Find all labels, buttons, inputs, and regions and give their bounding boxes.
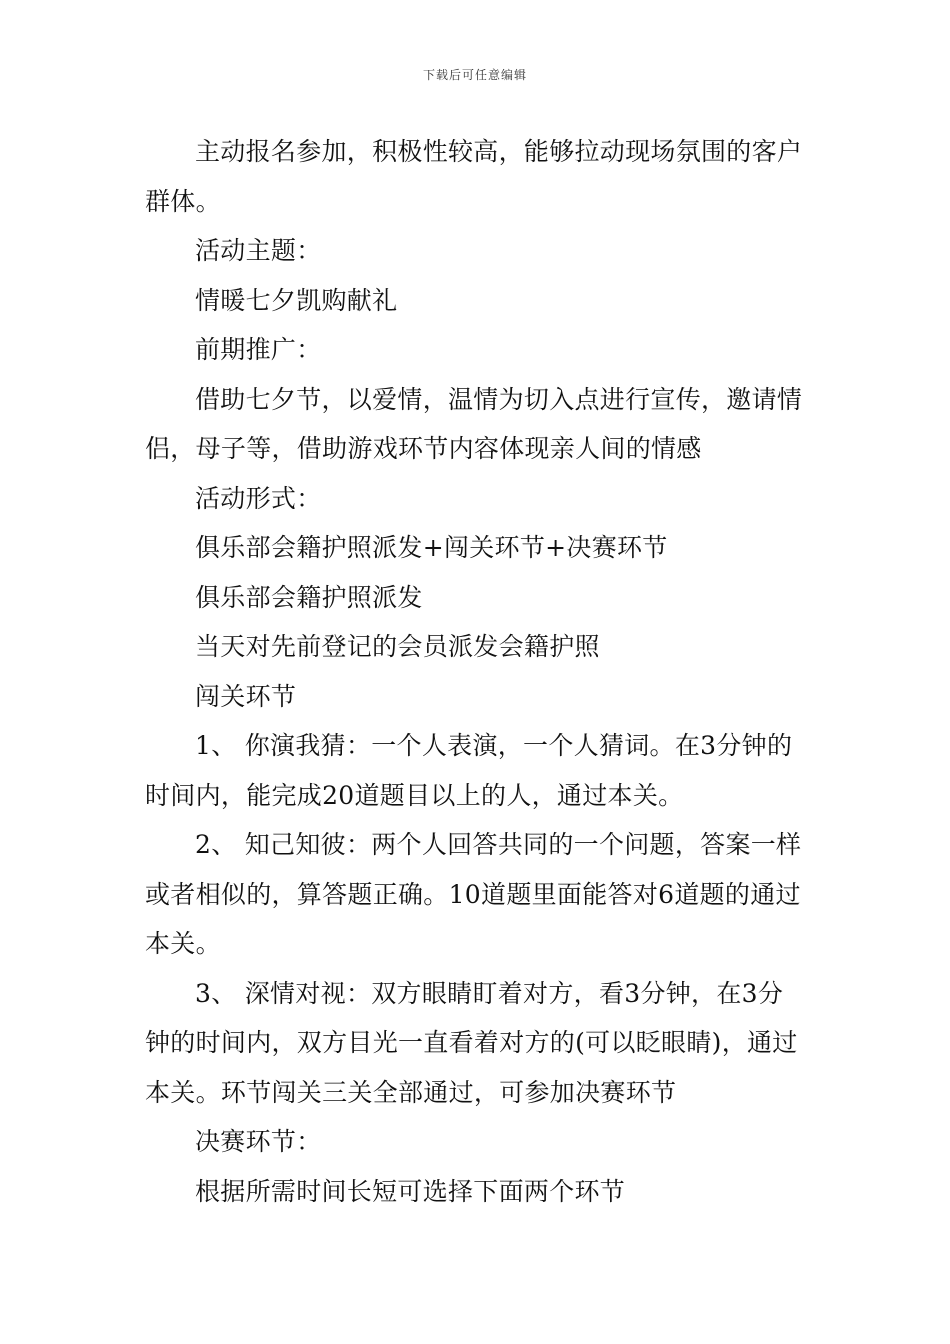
paragraph-level-1: 1、 你演我猜：一个人表演，一个人猜词。在3分钟的时间内，能完成20道题目以上的人，通过本关。 [145, 731, 793, 810]
paragraph-promotion: 借助七夕节，以爱情，温情为切入点进行宣传，邀请情侣，母子等，借助游戏环节内容体现亲人间的情感 [145, 384, 803, 463]
paragraph-promotion-heading: 前期推广： [195, 335, 322, 364]
paragraph-passport: 当天对先前登记的会员派发会籍护照 [195, 632, 600, 661]
paragraph-passport-heading: 俱乐部会籍护照派发 [195, 582, 423, 612]
paragraph-levels-heading: 闯关环节 [195, 681, 297, 711]
paragraph-level-2: 2、 知己知彼：两个人回答共同的一个问题，答案一样或者相似的，算答题正确。10道题里面能答对6道题的通过本关。 [145, 830, 802, 958]
paragraph-theme: 情暖七夕凯购献礼 [195, 285, 398, 315]
paragraph-final-heading: 决赛环节： [195, 1127, 322, 1156]
document-body [145, 127, 807, 1216]
paragraph-level-3: 3、 深情对视：双方眼睛盯着对方，看3分钟，在3分钟的时间内，双方目光一直看着对方的(可以眨眼睛)，通过本关。环节闯关三关全部通过，可参加决赛环节 [145, 978, 798, 1107]
paragraph-format: 俱乐部会籍护照派发+闯关环节+决赛环节 [195, 533, 668, 562]
paragraph-target-audience: 主动报名参加，积极性较高，能够拉动现场氛围的客户群体。 [145, 137, 803, 216]
paragraph-format-heading: 活动形式： [195, 483, 322, 513]
header-note: 下载后可任意编辑 [422, 68, 527, 82]
paragraph-final: 根据所需时间长短可选择下面两个环节 [195, 1176, 626, 1206]
paragraph-theme-heading: 活动主题： [195, 236, 322, 265]
